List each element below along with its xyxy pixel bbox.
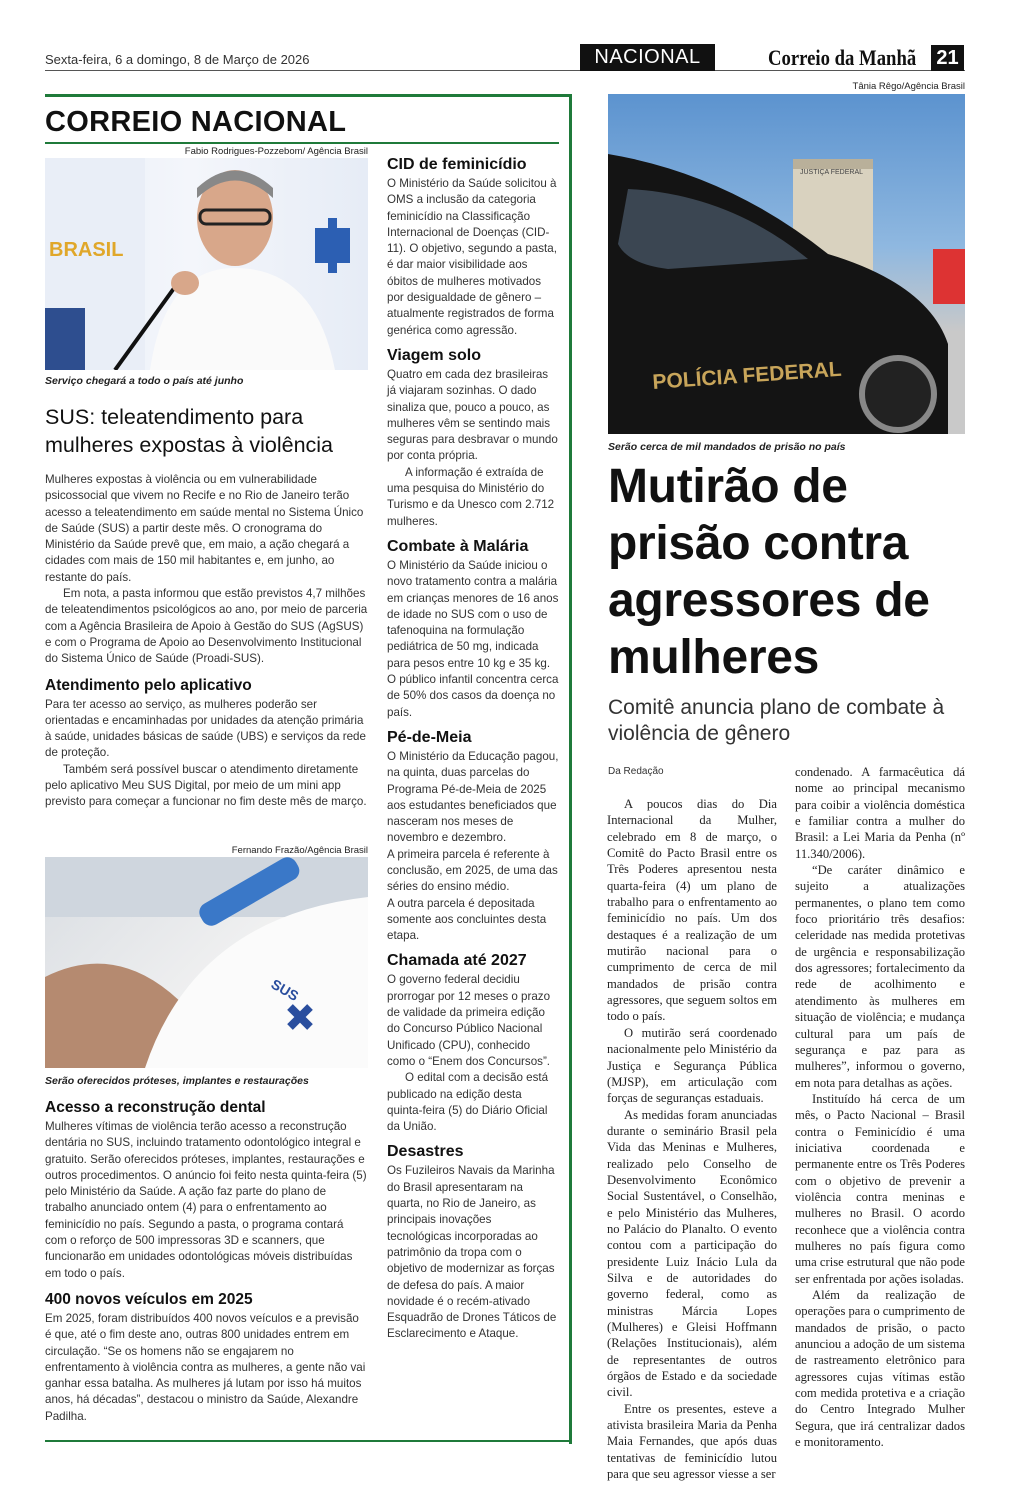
paragraph: Instituído há cerca de um mês, o Pacto Nacional – Brasil contra o Feminicídio é uma iniciativa coordenada e permanente entre os Três Poderes com o objetivo de prevenir a violência contra meninas e mulheres no Brasil. O acordo reconhece que a violência contra mulheres no país figura como uma crise estrutural que não pode ser enfrentada por ações isoladas. <box>795 1091 965 1286</box>
brief-text: O Ministério da Saúde iniciou o novo tratamento contra a malária em crianças menores de 16 anos de idade no SUS com o uso de tafenoquina na formulação pediátrica de 50 mg, indicada para pesos entre 10 kg e 35 kg. <box>387 558 559 670</box>
brief-text: A primeira parcela é referente à conclusão, em 2025, de uma das séries do ensino médio. <box>387 847 558 894</box>
article-body <box>45 472 368 811</box>
article-column-1 <box>607 796 777 1482</box>
brief-text: A informação é extraída de uma pesquisa do Ministério do Turismo e da Unesco com 2.712 mulheres. <box>387 465 555 528</box>
photo-credit: Fabio Rodrigues-Pozzebom/ Agência Brasil <box>184 146 368 157</box>
brief-text: O edital com a decisão está publicado na edição desta quinta-feira (5) do Diário Oficial da União. <box>387 1071 549 1134</box>
page-number: 21 <box>931 45 964 71</box>
brief-text: O Ministério da Saúde solicitou à OMS a inclusão da categoria feminicídio na Classificação Internacional de Doenças (CID-11). O objetivo, segundo a pasta, é dar maior visibilidade aos óbitos de mulheres motivados por desigualdade de gênero – atualmente registrados de forma genérica como agressão. <box>387 177 557 337</box>
paragraph: Entre os presentes, esteve a ativista brasileira Maria da Penha Maia Fernandes, que após duas tentativas de feminicídio lutou para que seu agressor viesse a ser <box>607 1401 777 1482</box>
paragraph: Além da realização de operações para o cumprimento de mandados de prisão, o pacto anunciou a adoção de um sistema de rastreamento eletrônico para agressores cujas vítimas estão com medida protetiva e a criação do Centro Integrado Mulher Segura, que irá centralizar dados e monitoramento. <box>795 1288 965 1450</box>
briefs-column <box>387 156 559 1343</box>
brief-title: CID de feminicídio <box>387 156 527 173</box>
article-headline: SUS: teleatendimento para mulheres expostas à violência <box>45 405 334 457</box>
brief-title: Chamada até 2027 <box>387 952 527 970</box>
photo-credit: Fernando Frazão/Agência Brasil <box>231 845 368 856</box>
paragraph: Em 2025, foram distribuídos 400 novos veículos e a previsão é que, até o fim deste ano, outras 800 unidades entrem em circulação. “Se os homens não se engajarem no enfrentamento à violência contra as mulheres, a gente não vai ganhar essa batalha. As mulheres já lutam por isso há muitos anos, há décadas”, destacou o ministro da Saúde, Alexandre Padilha. <box>45 1311 366 1423</box>
section-label: NACIONAL <box>580 44 715 71</box>
brief-title: Viagem solo <box>387 346 481 364</box>
brief-title: Pé-de-Meia <box>387 728 472 746</box>
photo-police-car <box>608 94 965 434</box>
svg-text:SUS: SUS <box>268 975 302 1004</box>
paragraph: Mulheres vítimas de violência terão acesso a reconstrução dentária no SUS, incluindo tratamento odontológico integral e gratuito. Serão oferecidos próteses, implantes, restaurações e outros procedimentos. O anúncio foi feito nesta quinta-feira (5) pelo Ministério da Saúde. A ação faz parte do plano de trabalho anunciado ontem (4) para o enfrentamento ao feminicídio no país. Segundo a pasta, o programa contará com o reforço de 500 impressoras 3D e scanners, que funcionarão em unidades odontológicas móveis distribuídas em todo o país. <box>45 1120 367 1280</box>
brief-text: Os Fuzileiros Navais da Marinha do Brasil apresentaram na quarta, no Rio de Janeiro, as principais inovações tecnológicas incorporadas ao patrimônio da tropa com o objetivo de modernizar as forças de defesa do país. A maior novidade é o recém-ativado Esquadrão de Drones Táticos de Esclarecimento e Ataque. <box>387 1164 557 1341</box>
photo-dental-illustration <box>45 857 368 1068</box>
dental-section <box>45 1099 368 1425</box>
subheading: Atendimento pelo aplicativo <box>45 676 252 694</box>
subheading: Acesso a reconstrução dental <box>45 1099 266 1116</box>
paragraph: As medidas foram anunciadas durante o seminário Brasil pela Vida das Meninas e Mulheres, realizado pelo Conselho de Desenvolvimento Econômico Social Sustentável, o Conselhão, e pelo Ministério das Mulheres, no Palácio do Planalto. O evento contou com a participação do presidente Luiz Inácio Lula da Silva e de autoridades do governo federal, como as ministras Márcia Lopes (Mulheres) e Gleisi Hoffmann (Relações Institucionais), além de representantes de outros órgãos de Estado e da sociedade civil. <box>607 1107 777 1400</box>
paragraph: Em nota, a pasta informou que estão previstos 4,7 milhões de teleatendimentos psicológicos ao ano, por meio de parceria com a Agência Brasileira de Apoio à Gestão do SUS (AgSUS) e com o Programa de Apoio ao Desenvolvimento Institucional do Sistema Único de Saúde (Proadi-SUS). <box>45 587 368 666</box>
paragraph: Também será possível buscar o atendimento diretamente pelo aplicativo Meu SUS Digital, por meio de um mini app previsto para começar a funcionar no fim deste mês de março. <box>45 762 367 809</box>
paragraph: O mutirão será coordenado nacionalmente pelo Ministério da Justiça e Segurança Pública (MJSP), em articulação com forças de seguranças estaduais. <box>607 1025 777 1106</box>
main-headline: Mutirão de prisão contra agressores de mulheres <box>608 460 930 684</box>
brief-text: Quatro em cada dez brasileiras já viajaram sozinhas. O dado sinaliza que, pouco a pouco, as mulheres vêm se sentindo mais seguras para desbravar o mundo por conta própria. <box>387 367 558 463</box>
car-lettering: POLÍCIA FEDERAL <box>651 357 843 394</box>
newspaper-logo: Correio da Manhã <box>768 45 917 70</box>
kicker-rule <box>45 142 559 144</box>
photo-minister-illustration <box>45 158 368 370</box>
brief-text: O Ministério da Educação pagou, na quinta, duas parcelas do Programa Pé-de-Meia de 2025 aos estudantes beneficiados que nasceram nos meses de novembro e dezembro. <box>387 749 559 845</box>
photo-dental <box>45 857 368 1068</box>
section-kicker: CORREIO NACIONAL <box>45 106 347 138</box>
box-border-right <box>569 94 572 1444</box>
paragraph: “De caráter dinâmico e sujeito a atualizações permanentes, o plano tem como foco prioritário três desafios: celeridade nas medida protetivas de urgência e responsabilização dos agressores; fortalecimento da rede de acolhimento e atendimento às mulheres em situação de violência; e mudança cultural para um país de segurança e paz para as mulheres”, informou o governo, em nota para detalhas as ações. <box>795 863 965 1090</box>
building-sign: JUSTIÇA FEDERAL <box>800 169 864 176</box>
box-border-bottom <box>45 1440 572 1442</box>
paragraph: A poucos dias do Dia Internacional da Mulher, celebrado em 8 de março, o Comitê do Pacto Brasil entre os Três Poderes apresentou nesta quarta-feira (4) um plano de trabalho para o enfrentamento ao feminicídio no país. Um dos destaques é a realização de um mutirão nacional para o cumprimento de cerca de mil mandados de prisão contra agressores, que seguem soltos em todo o país. <box>607 797 777 1024</box>
photo-minister <box>45 158 368 370</box>
svg-text:BRASIL: BRASIL <box>49 239 124 261</box>
paragraph: Mulheres expostas à violência ou em vulnerabilidade psicossocial que vivem no Recife e no Rio de Janeiro terão acesso a teleatendimento em saúde mental no Sistema Único de Saúde (SUS) a partir deste mês. O cronograma do Ministério da Saúde prevê que, em maio, a ação chegará a cidades com mais de 150 mil habitantes e, em junho, ao restante do país. <box>45 473 364 584</box>
paragraph: Para ter acesso ao serviço, as mulheres poderão ser orientadas e encaminhadas por unidades da atenção primária à saúde, unidades básicas de saúde (UBS) e serviços da rede de proteção. <box>45 697 366 760</box>
paragraph: condenado. A farmacêutica dá nome ao principal mecanismo para coibir a violência doméstica e familiar contra a mulher do Brasil: a Lei Maria da Penha (nº 11.340/2006). <box>795 765 965 861</box>
subheading: 400 novos veículos em 2025 <box>45 1290 253 1308</box>
box-border-top <box>45 94 572 97</box>
brief-text: O governo federal decidiu prorrogar por 12 meses o prazo de validade da primeira edição do Concurso Público Nacional Unificado (CPU), conhecido como o “Enem dos Concursos”. <box>387 973 551 1068</box>
photo-caption: Serviço chegará a todo o país até junho <box>45 375 244 387</box>
photo-caption: Serão oferecidos próteses, implantes e restaurações <box>45 1075 309 1087</box>
brief-title: Combate à Malária <box>387 537 529 555</box>
brief-text: O público infantil concentra cerca de 50% dos casos da doença no país. <box>387 673 559 719</box>
photo-caption: Serão cerca de mil mandados de prisão no país <box>608 441 846 453</box>
edition-date: Sexta-feira, 6 a domingo, 8 de Março de 2026 <box>45 52 310 67</box>
photo-police-car-illustration <box>608 94 965 434</box>
brief-text: A outra parcela é depositada somente aos concluintes desta etapa. <box>387 896 547 943</box>
main-deck: Comitê anuncia plano de combate à violência de gênero <box>608 696 945 745</box>
article-column-2 <box>795 764 965 1450</box>
photo-credit: Tânia Rêgo/Agência Brasil <box>852 81 965 92</box>
brief-title: Desastres <box>387 1143 464 1161</box>
byline: Da Redação <box>608 766 664 777</box>
